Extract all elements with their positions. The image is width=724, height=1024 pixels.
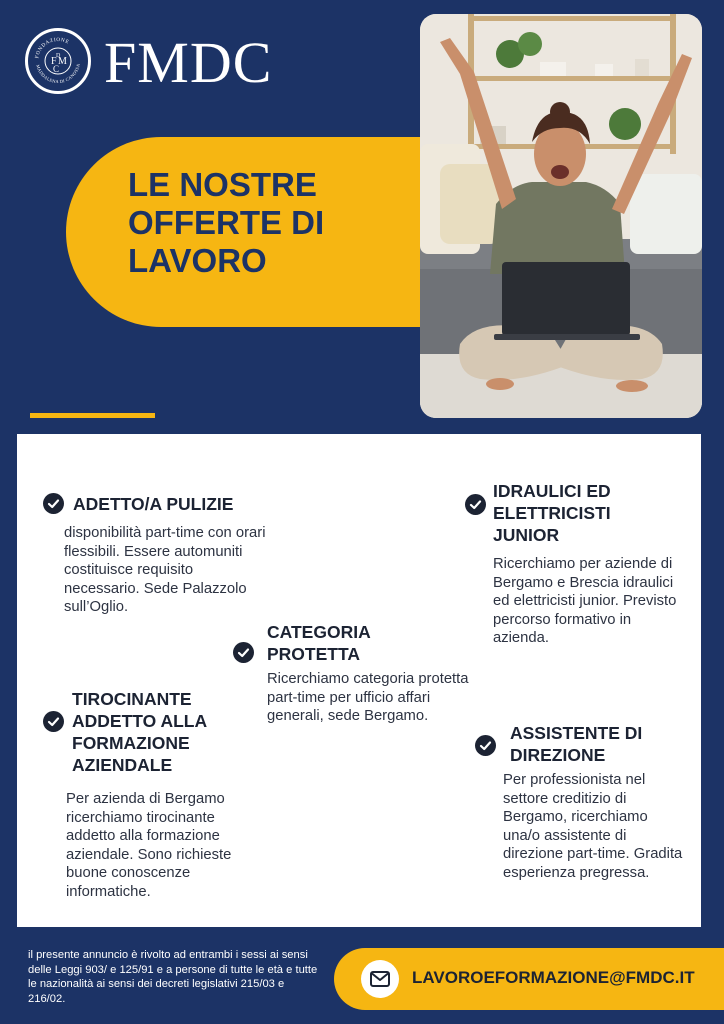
svg-text:MADDALENA DI CANOSSA: MADDALENA DI CANOSSA	[35, 63, 81, 85]
job-title-tirocinante-formazione: TIROCINANTE ADDETTO ALLA FORMAZIONE AZIENDALE	[72, 689, 207, 775]
woman-celebrating-with-laptop-image	[420, 14, 702, 418]
job-title-categoria-protetta: CATEGORIA PROTETTA	[267, 622, 371, 664]
svg-text:D: D	[56, 53, 61, 59]
job-description-idraulici-elettricisti: Ricerchiamo per aziende di Bergamo e Brescia idraulici ed elettricisti junior. Previsto percorso formativo in azienda.	[493, 556, 677, 646]
job-description-tirocinante-formazione: Per azienda di Bergamo ricerchiamo tirocinante addetto alla formazione aziendale. Sono richieste buone conoscenze informatiche.	[66, 791, 232, 900]
check-circle-icon	[475, 735, 496, 756]
job-title-idraulici-elettricisti: IDRAULICI ED ELETTRICISTI JUNIOR	[493, 481, 611, 545]
hero-photo	[420, 14, 702, 418]
seal-emblem-icon	[28, 31, 88, 91]
job-title-adetto-pulizie: ADETTO/A PULIZIE	[73, 494, 234, 514]
page-title-line-1: LE NOSTRE	[128, 166, 317, 203]
page-title	[128, 166, 388, 280]
job-description-categoria-protetta: Ricerchiamo categoria protetta part-time per ufficio affari generali, sede Bergamo.	[267, 671, 469, 724]
brand-name: FMDC	[104, 30, 273, 95]
job-description-assistente-direzione: Per professionista nel settore creditizio di Bergamo, ricerchiamo una/o assistente di direzione part-time. Gradita esperienza pregressa.	[503, 772, 683, 881]
check-circle-icon	[465, 494, 486, 515]
svg-text:C: C	[53, 64, 60, 74]
legal-disclaimer: il presente annuncio è rivolto ad entrambi i sessi ai sensi delle Leggi 903/ e 125/91 e a persone di tutte le età e tutte le nazionalità ai sensi dei decreti legislativi 215/03 e 216/02.	[28, 949, 318, 1005]
svg-text:M: M	[58, 56, 67, 67]
contact-email-link[interactable]: LAVOROEFORMAZIONE@FMDC.IT	[412, 968, 695, 987]
check-circle-icon	[43, 493, 64, 514]
page-title-line-3: LAVORO	[128, 242, 267, 279]
page-title-line-2: OFFERTE DI	[128, 204, 325, 241]
check-circle-icon	[233, 642, 254, 663]
check-circle-icon	[43, 711, 64, 732]
svg-text:F: F	[51, 56, 57, 67]
brand-logo-seal	[25, 28, 91, 94]
svg-text:FONDAZIONE: FONDAZIONE	[34, 36, 71, 59]
mail-icon	[361, 960, 399, 998]
job-title-assistente-direzione: ASSISTENTE DI DIREZIONE	[510, 723, 643, 765]
accent-divider	[30, 413, 155, 418]
job-description-adetto-pulizie: disponibilità part-time con orari flessibili. Essere automuniti costituisce requisito necessario. Sede Palazzolo sull’Oglio.	[64, 525, 266, 615]
